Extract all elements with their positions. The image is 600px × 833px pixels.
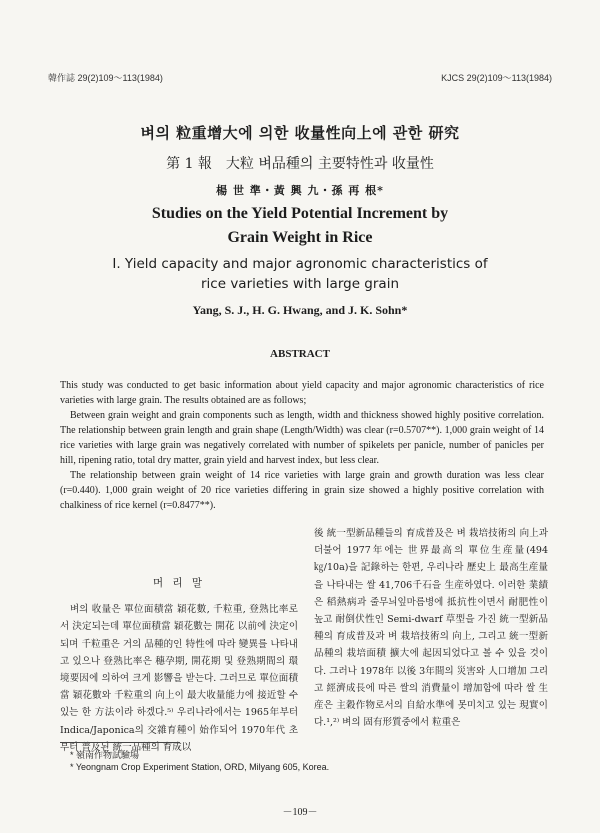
english-title-line2: Grain Weight in Rice <box>227 229 373 246</box>
korean-subtitle: 第 1 報 大粒 벼品種의 主要特性과 收量性 <box>166 156 434 172</box>
abstract-heading: ABSTRACT <box>270 348 330 360</box>
footnote-korean: * 嶺南作物試驗場 <box>70 750 140 760</box>
english-title-line1: Studies on the Yield Potential Increment by <box>151 205 449 222</box>
english-authors: Yang, S. J., H. G. Hwang, and J. K. Sohn* <box>192 303 408 317</box>
left-column <box>60 575 298 756</box>
footnote-divider <box>60 742 180 743</box>
korean-title: 벼의 粒重增大에 의한 收量性向上에 관한 研究 <box>140 124 460 142</box>
abstract-paragraph-1: This study was conducted to get basic information about yield capacity and major agronomic characteristics of rice varieties with large grain. The results obtained are as follows; <box>60 380 544 406</box>
abstract-body <box>60 378 544 513</box>
korean-authors: 楊 世 準・黃 興 九・孫 再 根* <box>216 184 384 197</box>
right-column <box>314 525 548 731</box>
footnote-english: * Yeongnam Crop Experiment Station, ORD, Milyang 605, Korea. <box>70 762 330 772</box>
english-subtitle-line2: rice varieties with large grain <box>201 276 399 292</box>
page-number: －109－ <box>282 807 318 818</box>
english-subtitle-line1: I. Yield capacity and major agronomic characteristics of <box>112 256 488 272</box>
journal-citation-korean: 韓作誌 29(2)109～113(1984) <box>48 73 163 83</box>
introduction-heading: 머 리 말 <box>152 577 206 589</box>
abstract-paragraph-2: Between grain weight and grain components such as length, width and thickness showed highly positive correlation. The relationship between grain length and grain shape (Length/Width) was clear (r=0.5707**). 1,000 grain weight of 14 rice varieties with large grain was negatively correlated with number of spikelets per panicle, number of panicles per hill, ripening ratio, total dry matter, grain yield and harvest index, but less clear. <box>60 410 544 466</box>
introduction-text-left: 벼의 收量은 單位面積當 穎花數, 千粒重, 登熟比率로서 決定되는데 單位面積當 穎花數는 開花 以前에 決定이되며 千粒重은 거의 品種的인 特性에 따라 變異를 나타내고 있으나 登熟比率은 穗孕期, 開花期 및 登熟期間의 環境要因에 의하여 크게 影響을 받는다. 그러므로 單位面積當 穎花數와 千粒重의 向上이 最大收量能力에 接近할 수 있는 한 方法이라 하겠다.⁵⁾ 우리나라에서는 1965年부터 Indica/Japonica의 交雜育種이 始作되어 1970年代 초부터 普及된 統一品種의 育成以 <box>60 604 298 753</box>
abstract-paragraph-3: The relationship between grain weight of 14 rice varieties with large grain and growth duration was less clear (r=0.440). 1,000 grain weight of 20 rice varieties differing in grain size showed a highly positive correlation with chalkiness of rice kernel (r=0.8477**). <box>60 470 544 511</box>
introduction-text-right: 後 統一型新品種들의 育成普及은 벼 栽培技術의 向上과 더불어 1977年에는 世界最高의 單位生産量(494㎏/10a)을 記錄하는 한편, 우리나라 歷史上 最高生産量을 나타내는 쌀 41,706千石을 生産하였다. 이러한 業績은 稻熱病과 줄무늬잎마름병에 抵抗性이면서 耐肥性이 높고 耐倒伏性인 Semi-dwarf 草型을 가진 統一型新品種의 育成普及과 벼 栽培技術의 向上, 그리고 統一型新品種의 栽培面積 擴大에 起因되었다고 볼 수 있을 것이다. 그러나 1978年 以後 3年間의 災害와 人口增加 그리고 經濟成長에 따른 쌀의 消費量이 增加함에 따라 쌀 生産은 主穀作物로서의 自給水準에 못미치고 있는 現實이다.¹,²⁾ 벼의 固有形質중에서 粒重은 <box>314 528 548 729</box>
journal-citation-english: KJCS 29(2)109～113(1984) <box>441 73 552 83</box>
